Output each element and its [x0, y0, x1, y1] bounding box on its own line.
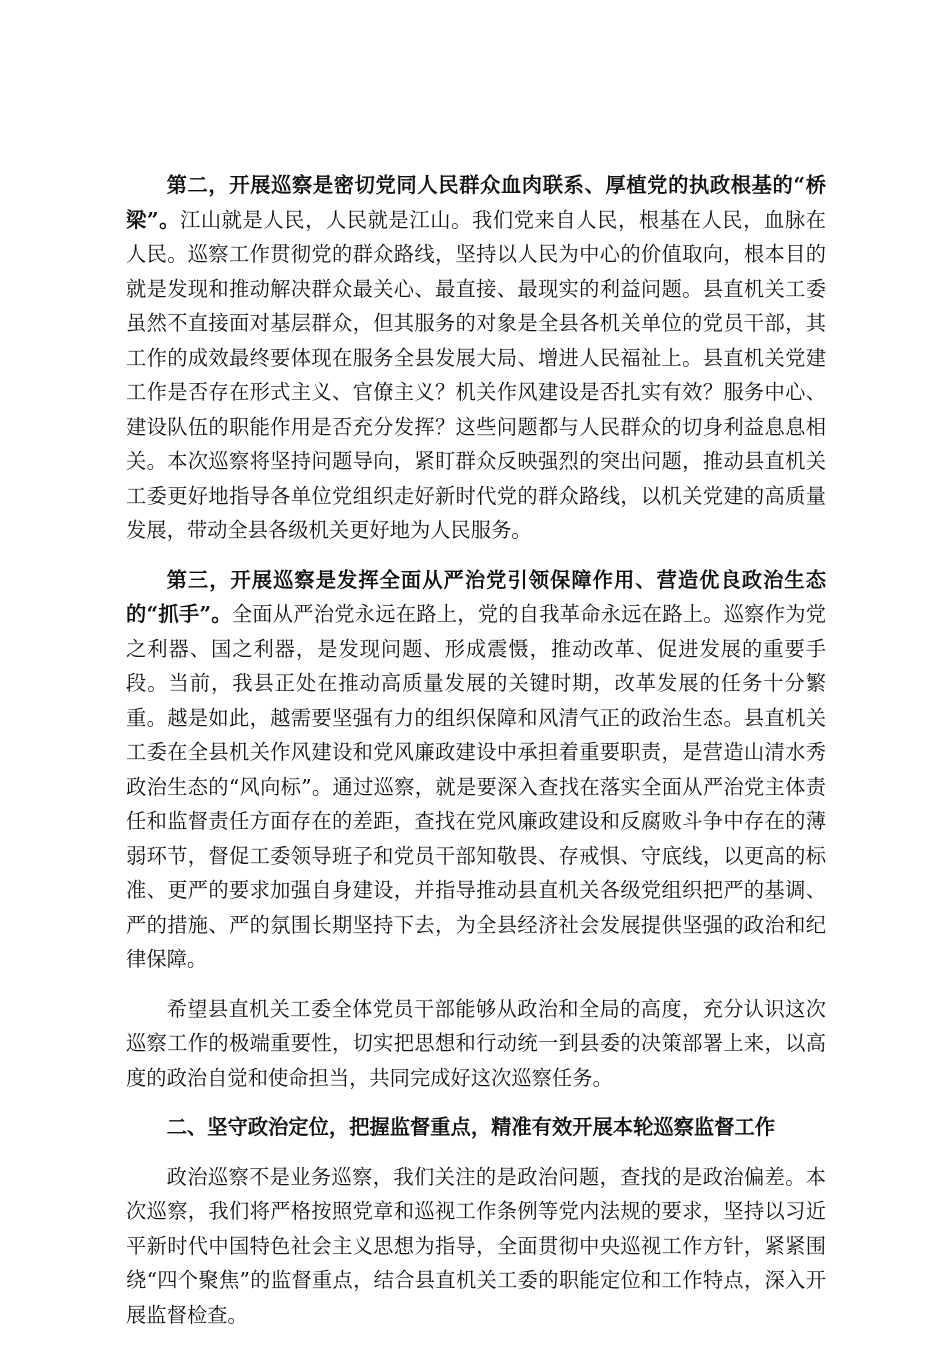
paragraph-third-point	[126, 563, 826, 977]
paragraph-political-inspection: 政治巡察不是业务巡察，我们关注的是政治问题，查找的是政治偏差。本次巡察，我们将严格按照党章和巡视工作条例等党内法规的要求，坚持以习近平新时代中国特色社会主义思想为指导，全面贯彻中央巡视工作方针，紧紧围绕“四个聚焦”的监督重点，结合县直机关工委的职能定位和工作特点，深入开展监督检查。	[126, 1164, 826, 1327]
paragraph-lead-text: 第二，开展巡察是密切党同人民群众血肉联系、厚植党的执政根基的“桥梁”。	[126, 173, 826, 232]
paragraph-body-text: 江山就是人民，人民就是江山。我们党来自人民，根基在人民，血脉在人民。巡察工作贯彻党的群众路线，坚持以人民为中心的价值取向，根本目的就是发现和推动解决群众最关心、最直接、最现实的利益问题。县直机关工委虽然不直接面对基层群众，但其服务的对象是全县各机关单位的党员干部，其工作的成效最终要体现在服务全县发展大局、增进人民福祉上。县直机关党建工作是否存在形式主义、官僚主义？机关作风建设是否扎实有效？服务中心、建设队伍的职能作用是否充分发挥？这些问题都与人民群众的切身利益息息相关。本次巡察将坚持问题导向，紧盯群众反映强烈的突出问题，推动县直机关工委更好地指导各单位党组织走好新时代党的群众路线，以机关党建的高质量发展，带动全县各级机关更好地为人民服务。	[126, 207, 826, 542]
paragraph-expectation	[126, 992, 826, 1096]
paragraph-second-point	[126, 168, 826, 548]
paragraph-body-text: 希望县直机关工委全体党员干部能够从政治和全局的高度，充分认识这次巡察工作的极端重要性，切实把思想和行动统一到县委的决策部署上来，以高度的政治自觉和使命担当，共同完成好这次巡察任务。	[126, 996, 826, 1090]
document-body	[126, 168, 826, 1347]
paragraph-lead-text: 第三，开展巡察是发挥全面从严治党引领保障作用、营造优良政治生态的“抓手”。	[126, 567, 826, 626]
paragraph-body-text: 全面从严治党永远在路上，党的自我革命永远在路上。巡察作为党之利器、国之利器，是发现问题、形成震慑，推动改革、促进发展的重要手段。当前，我县正处在推动高质量发展的关键时期，改革发展的任务十分繁重。越是如此，越需要坚强有力的组织保障和风清气正的政治生态。县直机关工委在全县机关作风建设和党风廉政建设中承担着重要职责，是营造山清水秀政治生态的“风向标”。通过巡察，就是要深入查找在落实全面从严治党主体责任和监督责任方面存在的差距，查找在党风廉政建设和反腐败斗争中存在的薄弱环节，督促工委领导班子和党员干部知敬畏、存戒惧、守底线，以更高的标准、更严的要求加强自身建设，并指导推动县直机关各级党组织把严的基调、严的措施、严的氛围长期坚持下去，为全县经济社会发展提供坚强的政治和纪律保障。	[126, 602, 826, 971]
section-heading: 二、坚守政治定位，把握监督重点，精准有效开展本轮巡察监督工作	[166, 1115, 776, 1139]
